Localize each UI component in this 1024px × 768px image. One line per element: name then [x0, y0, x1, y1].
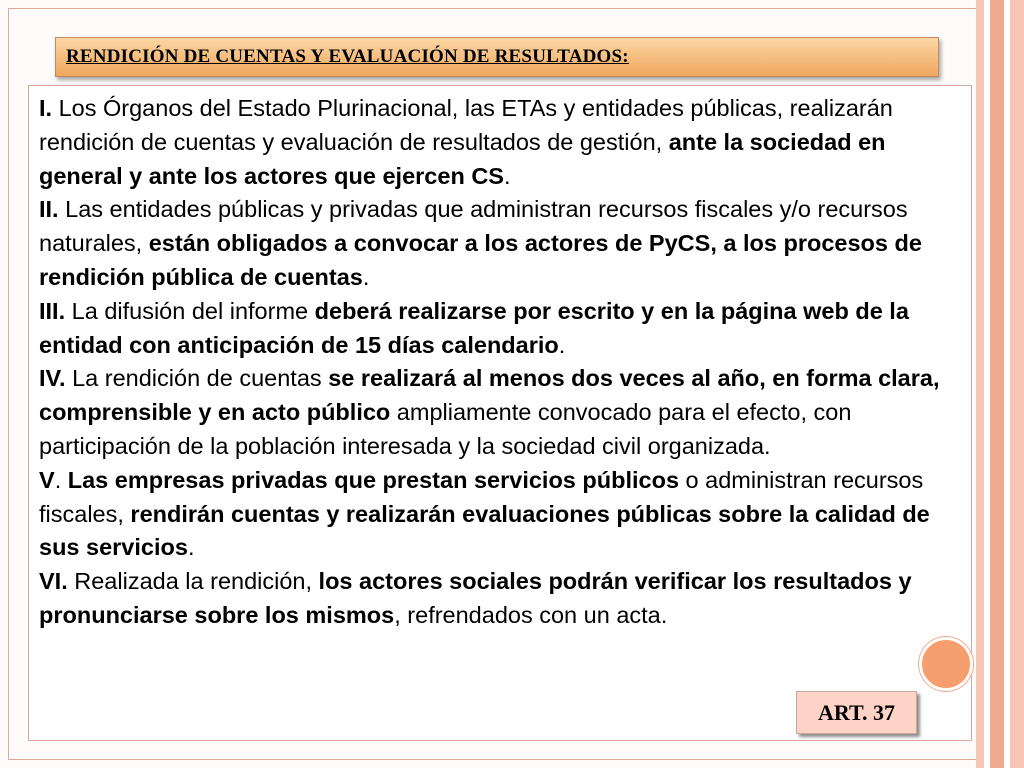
bold-text-run: Las empresas privadas que prestan servicios públicos: [67, 466, 680, 493]
bold-text-run: V: [39, 466, 55, 493]
article-paragraph: [39, 464, 964, 565]
stripe: [976, 0, 984, 768]
decorative-stripes: [976, 0, 1024, 768]
text-run: La difusión del informe: [65, 297, 315, 324]
bold-text-run: rendirán cuentas y realizarán evaluaciones públicas sobre la calidad de sus servicios: [39, 500, 930, 561]
decorative-circle: [919, 637, 973, 691]
bold-text-run: IV.: [39, 365, 66, 392]
text-run: .: [362, 263, 370, 290]
text-run: Realizada la rendición,: [67, 568, 319, 595]
content-box: [28, 85, 972, 741]
stripe: [1010, 0, 1024, 768]
bold-text-run: deberá realizarse por escrito y en la página web de la entidad con anticipación de 15 días calendario: [39, 297, 909, 358]
article-paragraph: [39, 362, 964, 463]
bold-text-run: II.: [39, 196, 59, 223]
bold-text-run: III.: [39, 297, 66, 324]
bold-text-run: los actores sociales podrán verificar los resultados y pronunciarse sobre los mismos: [39, 568, 912, 628]
text-run: La rendición de cuentas: [65, 365, 329, 392]
article-paragraph: [39, 565, 964, 633]
bold-text-run: se realizará al menos dos veces al año, en forma clara, comprensible y en acto público: [39, 365, 940, 426]
text-run: ampliamente convocado para el efecto, con participación de la población interesada y la sociedad civil organizada.: [39, 399, 852, 459]
article-body: [39, 92, 964, 633]
article-paragraph: [39, 92, 964, 193]
text-run: , refrendados con un acta.: [394, 601, 668, 628]
bold-text-run: VI.: [39, 568, 68, 595]
text-run: Las entidades públicas y privadas que administran recursos fiscales y/o recursos naturales,: [39, 196, 908, 257]
article-badge: ART. 37: [796, 691, 917, 734]
text-run: .: [558, 331, 566, 358]
text-run: o administran recursos fiscales,: [39, 466, 924, 527]
text-run: .: [54, 466, 68, 493]
bold-text-run: están obligados a convocar a los actores de PyCS, a los procesos de rendición pública de cuentas: [39, 230, 922, 290]
title-bar: [55, 37, 939, 77]
slide-title: RENDICIÓN DE CUENTAS Y EVALUACIÓN DE RESULTADOS:: [66, 46, 629, 67]
article-paragraph: [39, 295, 964, 363]
bold-text-run: ante la sociedad en general y ante los actores que ejercen CS: [39, 128, 886, 189]
bold-text-run: I.: [39, 95, 53, 121]
article-paragraph: [39, 193, 964, 294]
text-run: .: [187, 534, 195, 561]
stripe: [990, 0, 1004, 768]
text-run: Los Órganos del Estado Plurinacional, las ETAs y entidades públicas, realizarán rendición de cuentas y evaluación de resultados de gestión,: [39, 95, 893, 155]
text-run: .: [503, 162, 511, 189]
